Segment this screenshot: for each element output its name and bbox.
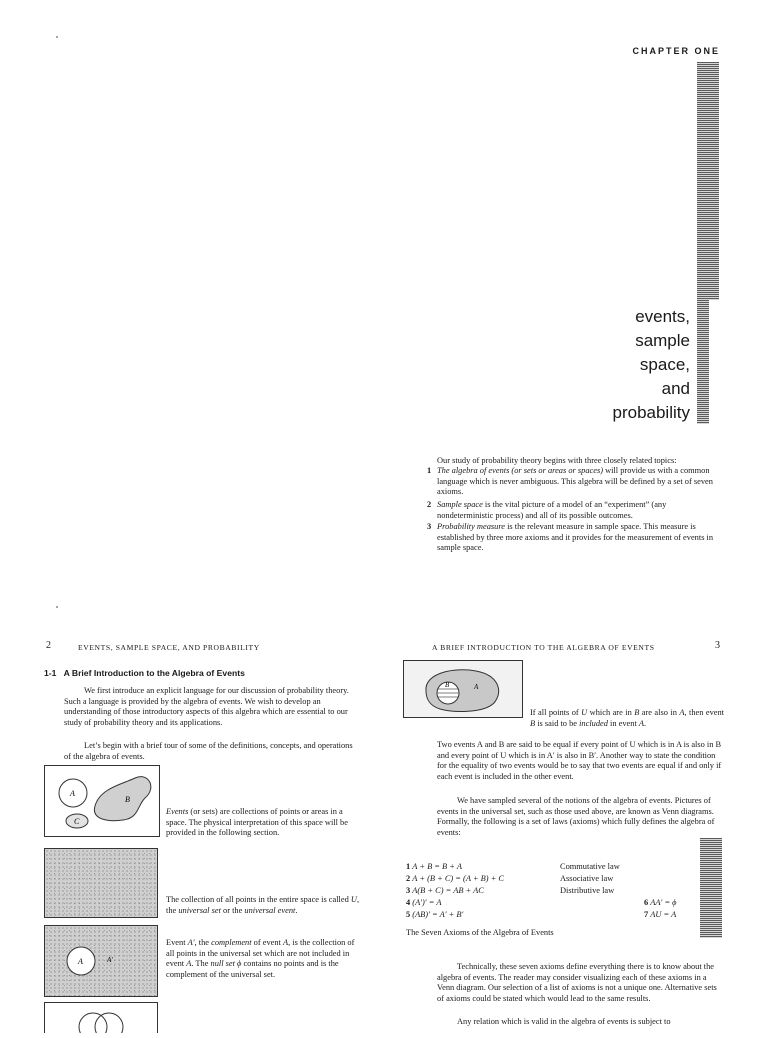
page-number-left: 2 — [46, 640, 51, 651]
description-text: , the — [166, 895, 360, 915]
section-title: A Brief Introduction to the Algebra of Events — [63, 668, 245, 678]
chapter-title-line: space, — [639, 355, 690, 374]
figure-description-events — [166, 807, 361, 839]
axiom-row — [406, 886, 484, 895]
venn-figure-universal — [44, 848, 158, 918]
body-paragraph: We first introduce an explicit language for our discussion of probability theory. Such a language is provided by the algebra of events. We wish to develop an understanding of those introductory aspects of this algebra which are essential to our study of probability theory and its applications. — [64, 686, 349, 727]
axiom-expression: (AB)′ = A′ + B′ — [412, 910, 464, 919]
topic-body — [437, 500, 723, 521]
topic-term: The algebra of events (or sets or areas or spaces) — [437, 466, 604, 475]
axiom-number: 7 — [644, 910, 649, 919]
axiom-number: 4 — [406, 898, 411, 907]
description-text: (or sets) are collections of points or areas in a space. The physical interpretation of this space will be provided in the following section. — [166, 807, 348, 838]
symbol: A′ — [187, 938, 195, 947]
term: included — [579, 718, 608, 728]
term: Events — [166, 807, 189, 816]
chapter-title-line: events, — [635, 307, 690, 326]
venn-diagram — [404, 661, 522, 717]
axiom-number: 3 — [406, 886, 411, 895]
axioms-caption: The Seven Axioms of the Algebra of Events — [406, 928, 554, 937]
term: complement — [211, 938, 252, 947]
body-paragraph: Any relation which is valid in the algebra of events is subject to — [457, 1017, 671, 1026]
symbol: A — [638, 718, 644, 728]
topic-number: 3 — [427, 522, 432, 531]
description-text: The collection of all points in the entire space is called — [166, 895, 351, 904]
axiom-row — [644, 898, 677, 907]
topic-text: is the vital picture of a model of an “experiment” (any nondeterministic process) and all of its possible outcomes. — [437, 500, 667, 520]
symbol: A — [679, 708, 685, 717]
topic-number: 1 — [427, 466, 432, 475]
symbol: U — [581, 708, 588, 717]
description-text: , is the collection of all points in the universal set which are not included in event — [166, 938, 355, 969]
venn-figure-events — [44, 765, 160, 837]
venn-label-a: A — [78, 957, 83, 966]
description-text: . — [295, 905, 298, 915]
axiom-row — [406, 862, 462, 871]
venn-label-a: A — [70, 789, 75, 798]
figure-description-included — [530, 708, 724, 729]
axiom-number: 6 — [644, 898, 649, 907]
venn-figure-partial — [44, 1002, 158, 1033]
scan-speck — [56, 36, 58, 38]
axiom-number: 2 — [406, 874, 411, 883]
body-paragraph: Two events A and B are said to be equal if every point of U which is in A is also in B and every point of U which is in A′ is also in B′. Another way to state the condition for the equality of two events would be to say that two events are equal if and only if each event is included in the other event. — [437, 740, 722, 781]
venn-label-c: C — [74, 817, 80, 826]
axioms-decorative-bar — [700, 838, 722, 938]
venn-label-b: B — [445, 681, 450, 689]
description-text: , then event — [684, 708, 724, 717]
venn-diagram — [45, 1003, 157, 1033]
section-heading — [44, 668, 245, 678]
section-number: 1-1 — [44, 668, 57, 678]
description-text: is said to be — [535, 718, 580, 728]
chapter-title-line: and — [661, 379, 690, 398]
axiom-law: Distributive law — [560, 886, 615, 895]
chapter-decorative-bar-lower — [697, 300, 709, 424]
description-text: are also in — [639, 708, 680, 717]
symbol: A — [282, 938, 289, 947]
scan-speck — [56, 606, 58, 608]
venn-diagram — [45, 926, 157, 996]
term: null set ϕ — [210, 959, 242, 969]
body-paragraph: Technically, these seven axioms define everything there is to know about the algebra of events. The reader may consider visualizing each of these axioms in a Venn diagram. Our selection of a list of axioms is not a unique one. Alternative sets of axioms could be stated which would lead to the same results. — [437, 962, 717, 1003]
topic-body — [437, 522, 723, 554]
axiom-row — [406, 898, 441, 907]
topic-term: Probability measure — [437, 522, 505, 531]
chapter-label: CHAPTER ONE — [632, 46, 720, 56]
running-head-left: EVENTS, SAMPLE SPACE, AND PROBABILITY — [78, 643, 260, 652]
symbol: B — [530, 718, 536, 728]
axiom-expression: A(B + C) = AB + AC — [412, 886, 484, 895]
topic-term: Sample space — [437, 500, 483, 509]
axiom-expression: AU = A — [650, 910, 677, 919]
term: universal set — [178, 905, 221, 915]
description-text: which are in — [587, 708, 635, 717]
description-text: . The — [191, 959, 211, 969]
axiom-expression: A + (B + C) = (A + B) + C — [412, 874, 504, 883]
chapter-title-line: probability — [612, 403, 690, 422]
axiom-row — [644, 910, 676, 919]
chapter-title — [560, 305, 690, 425]
venn-figure-complement — [44, 925, 158, 997]
description-text: , the — [194, 938, 212, 947]
page-number-right: 3 — [715, 640, 720, 651]
symbol: B — [634, 708, 640, 717]
description-text: contains no points and is the complement of the universal set. — [166, 959, 339, 979]
term: universal event — [244, 905, 296, 915]
chapter-decorative-bar — [697, 62, 719, 300]
venn-diagram — [45, 766, 159, 836]
body-paragraph: Let’s begin with a brief tour of some of the definitions, concepts, and operations of the algebra of events. — [64, 741, 353, 761]
topic-body — [437, 466, 723, 498]
description-text: If all points of — [530, 708, 582, 717]
axiom-row — [406, 874, 504, 883]
description-text: in event — [607, 718, 639, 728]
venn-label-b: B — [125, 795, 130, 804]
axiom-expression: AA′ = ϕ — [650, 898, 677, 907]
topic-text: is the relevant measure in sample space. This measure is established by three more axioms and it provides for the measurement of events in sample space. — [437, 522, 714, 553]
axiom-law: Commutative law — [560, 862, 620, 871]
symbol: A — [186, 959, 192, 969]
body-paragraph: We have sampled several of the notions of the algebra of events. Pictures of events in the universal set, such as those used above, are known as Venn diagrams. Formally, the following is a set of laws (axioms) which fully defines the algebra of events: — [437, 796, 715, 837]
chapter-title-line: sample — [635, 331, 690, 350]
symbol: U — [350, 895, 357, 904]
axiom-law: Associative law — [560, 874, 614, 883]
intro-lead: Our study of probability theory begins with three closely related topics: — [437, 456, 677, 465]
description-text: or the — [220, 905, 245, 915]
axiom-number: 1 — [406, 862, 411, 871]
figure-description-complement — [166, 938, 361, 980]
description-text: of event — [251, 938, 283, 947]
axiom-row — [406, 910, 463, 919]
running-head-right: A BRIEF INTRODUCTION TO THE ALGEBRA OF EVENTS — [432, 643, 655, 652]
venn-label-a-prime: A′ — [107, 956, 113, 964]
description-text: Event — [166, 938, 188, 947]
axiom-number: 5 — [406, 910, 411, 919]
axiom-expression: A + B = B + A — [412, 862, 462, 871]
venn-label-a: A — [474, 683, 479, 691]
venn-figure-included — [403, 660, 523, 718]
topic-text: will provide us with a common language which is never ambiguous. This algebra will be defined by a set of seven axioms. — [437, 466, 713, 497]
topic-number: 2 — [427, 500, 432, 509]
figure-description-universal — [166, 895, 361, 916]
axiom-expression: (A′)′ = A — [412, 898, 442, 907]
description-text: . — [644, 718, 647, 728]
